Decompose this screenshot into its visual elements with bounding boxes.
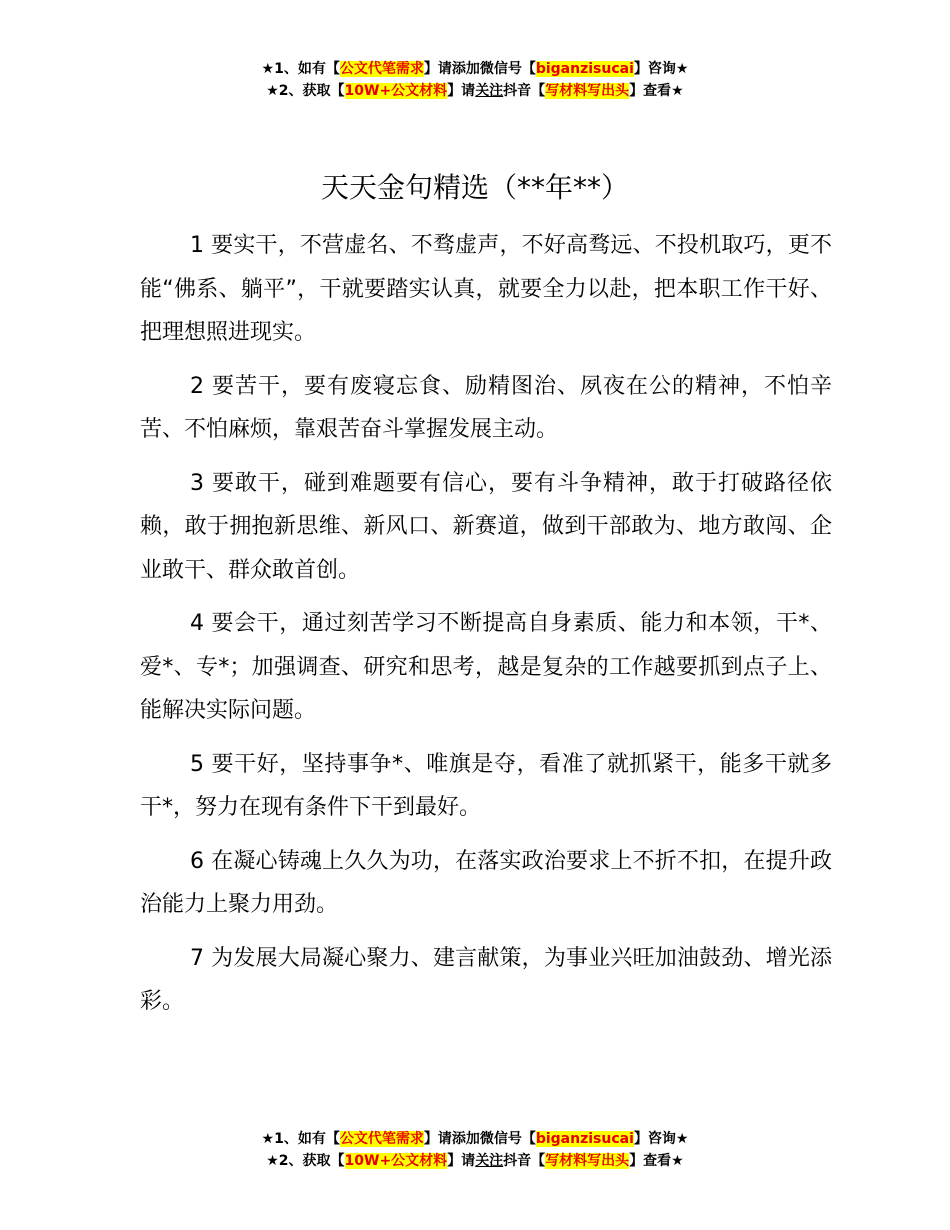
header-line-2-mid-2: 抖音【 <box>503 83 546 99</box>
header-line-2-mid: 】请 <box>447 83 476 99</box>
footer-line-2-highlight-materials: 10W+公文材料 <box>344 1153 448 1169</box>
header-line-2-highlight-douyin: 写材料写出头 <box>545 83 630 99</box>
header-line-1-prefix: ★1、如有【 <box>261 61 340 77</box>
paragraph-1: 1 要实干，不营虚名、不骛虚声，不好高骛远、不投机取巧，更不能“佛系、躺平”，干就要踏实认真，就要全力以赴，把本职工作干好、把理想照进现实。 <box>140 233 832 345</box>
header-line-2-prefix: ★2、获取【 <box>266 83 345 99</box>
footer-line-2-suffix: 】查看★ <box>629 1153 684 1169</box>
paragraph-2: 2 要苦干，要有废寝忘食、励精图治、夙夜在公的精神，不怕辛苦、不怕麻烦，靠艰苦奋斗掌握发展主动。 <box>140 373 832 442</box>
paragraph-5: 5 要干好，坚持事争*、唯旗是夺，看准了就抓紧干，能多干就多干*，努力在现有条件下干到最好。 <box>140 751 832 820</box>
footer-line-2-mid: 】请 <box>447 1153 476 1169</box>
paragraph-3: 3 要敢干，碰到难题要有信心，要有斗争精神，敢于打破路径依赖，敢于拥抱新思维、新风口、新赛道，做到干部敢为、地方敢闯、企业敢干、群众敢首创。 <box>140 470 832 583</box>
header-line-2-highlight-materials: 10W+公文材料 <box>344 83 448 99</box>
header-line-2-suffix: 】查看★ <box>629 83 684 99</box>
header-line-2 <box>0 80 950 102</box>
footer-line-1 <box>0 1128 950 1150</box>
paragraph-6: 6 在凝心铸魂上久久为功，在落实政治要求上不折不扣，在提升政治能力上聚力用劲。 <box>140 848 832 917</box>
header-line-1-mid-2: 微信号【 <box>479 61 536 77</box>
footer-banner <box>0 1128 950 1172</box>
paragraph-7: 7 为发展大局凝心聚力、建言献策，为事业兴旺加油鼓劲、增光添彩。 <box>140 945 832 1014</box>
header-banner <box>0 58 950 102</box>
footer-line-2-emphasis: 关注 <box>475 1153 504 1169</box>
footer-line-1-prefix: ★1、如有【 <box>261 1131 340 1147</box>
header-line-1-highlight-wechat: biganzisucai <box>535 61 634 77</box>
header-line-1 <box>0 58 950 80</box>
footer-line-1-mid: 】请 <box>423 1131 452 1147</box>
header-line-2-emphasis: 关注 <box>475 83 504 99</box>
footer-line-1-mid-2: 微信号【 <box>479 1131 536 1147</box>
header-line-1-suffix: 】咨询★ <box>633 61 689 77</box>
paragraph-4: 4 要会干，通过刻苦学习不断提高自身素质、能力和本领，干*、爱*、专*；加强调查、研究和思考，越是复杂的工作越要抓到点子上、能解决实际问题。 <box>140 611 832 723</box>
header-line-1-highlight-service: 公文代笔需求 <box>339 61 424 77</box>
footer-line-1-highlight-wechat: biganzisucai <box>535 1131 634 1147</box>
footer-line-2 <box>0 1150 950 1172</box>
document-title: 天天金句精选（**年**） <box>320 171 629 204</box>
footer-line-2-highlight-douyin: 写材料写出头 <box>545 1153 630 1169</box>
footer-line-1-highlight-service: 公文代笔需求 <box>339 1131 424 1147</box>
footer-line-2-prefix: ★2、获取【 <box>266 1153 345 1169</box>
header-line-1-emphasis: 添加 <box>451 61 480 77</box>
footer-line-2-mid-2: 抖音【 <box>503 1153 546 1169</box>
document-body <box>140 224 832 1034</box>
header-line-1-mid: 】请 <box>423 61 452 77</box>
footer-line-1-suffix: 】咨询★ <box>633 1131 689 1147</box>
footer-line-1-emphasis: 添加 <box>451 1131 480 1147</box>
